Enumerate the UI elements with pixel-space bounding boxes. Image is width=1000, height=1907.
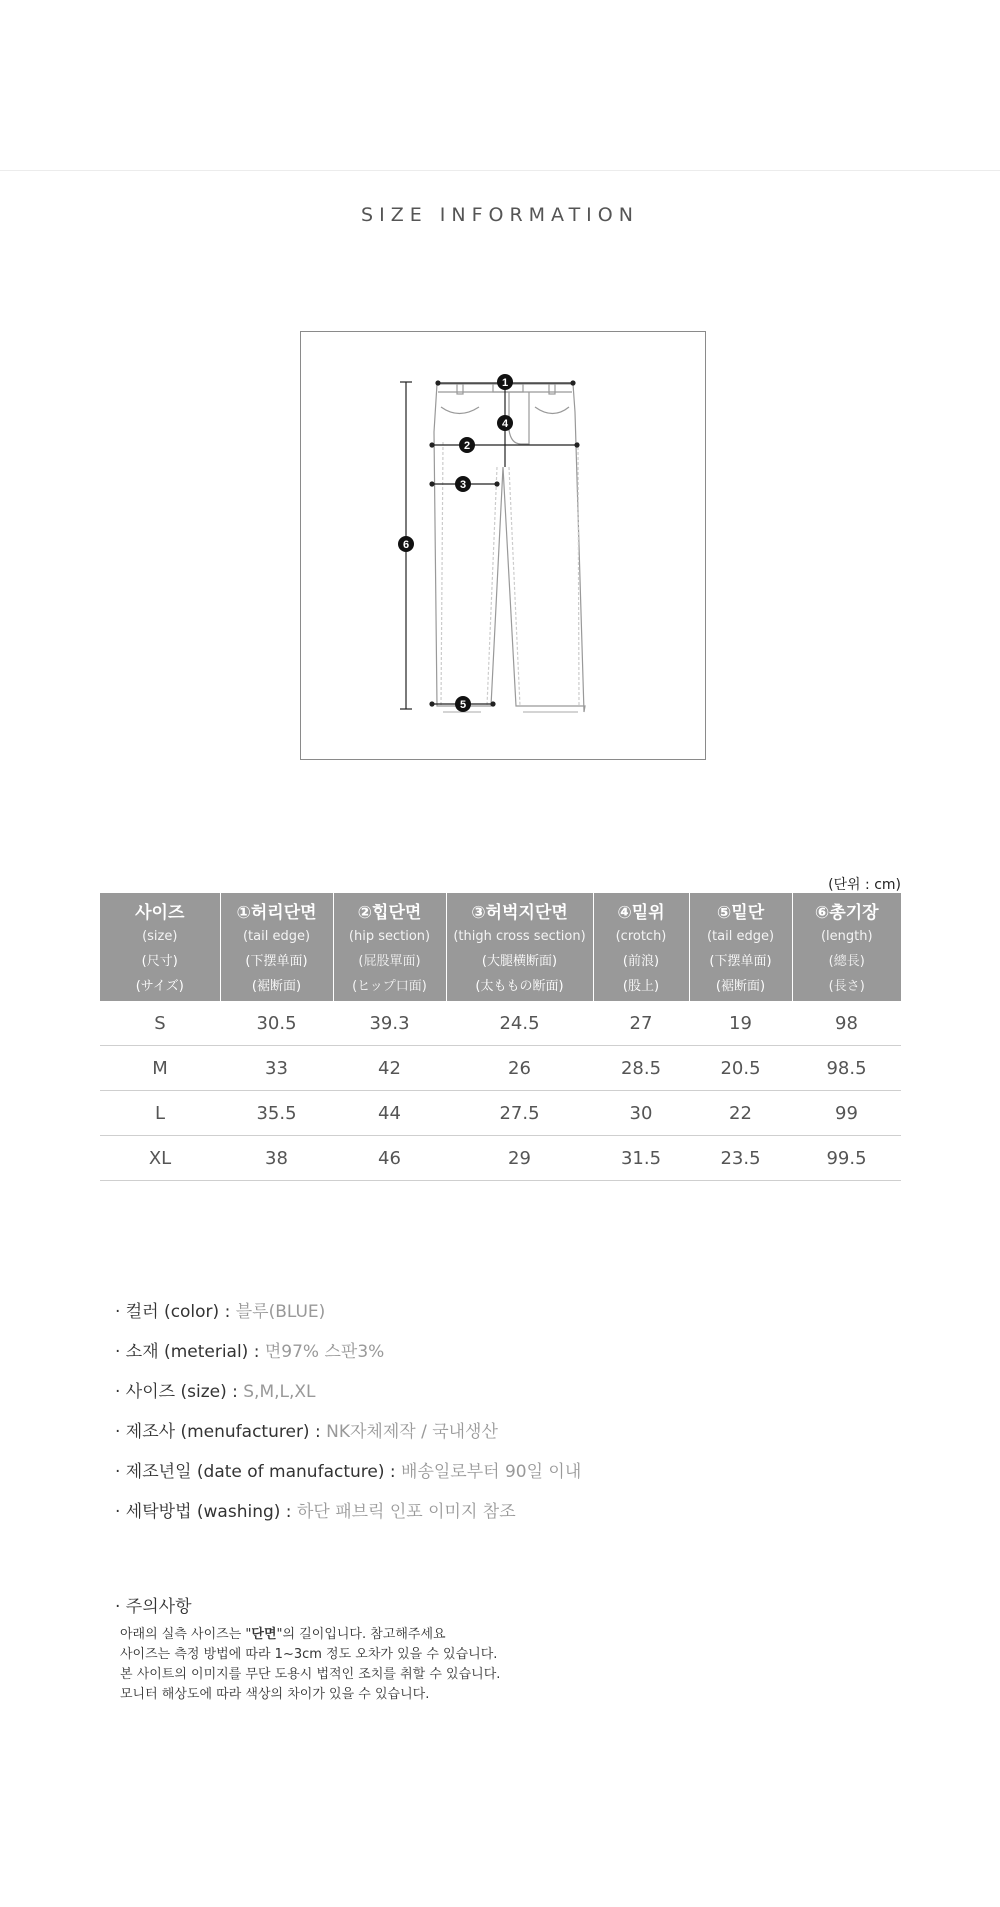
notice-title: · 주의사항 <box>115 1597 192 1617</box>
spec-value: S,M,L,XL <box>243 1382 316 1402</box>
header-sub-cn: (下摆单面) <box>245 954 308 969</box>
header-sub-en: (length) <box>820 929 873 944</box>
table-cell: 30.5 <box>220 1001 333 1046</box>
spec-label: · 컬러 (color) : <box>115 1302 231 1322</box>
notice-line-1 <box>120 1625 500 1645</box>
header-waist <box>220 893 333 1001</box>
header-main: ④밑위 <box>617 903 665 923</box>
table-cell: 35.5 <box>220 1091 333 1136</box>
header-sub-jp: (ヒップ口面) <box>352 979 427 994</box>
header-sub-jp: (太ももの断面) <box>475 979 564 994</box>
header-sub-en: (size) <box>142 929 178 944</box>
spec-label: · 세탁방법 (washing) : <box>115 1502 292 1522</box>
table-cell: 39.3 <box>333 1001 446 1046</box>
marker-5 <box>455 696 471 712</box>
size-table <box>100 893 901 1181</box>
header-sub-en: (tail edge) <box>706 929 775 944</box>
header-sub-cn: (下摆单面) <box>709 954 772 969</box>
table-cell: M <box>100 1046 220 1091</box>
spec-value: 하단 패브릭 인포 이미지 참조 <box>296 1502 516 1522</box>
header-sub-cn: (屁股單面) <box>358 954 421 969</box>
spec-label: · 소재 (meterial) : <box>115 1342 260 1362</box>
spec-value: 배송일로부터 90일 이내 <box>401 1462 582 1482</box>
spec-value: NK자체제작 / 국내생산 <box>326 1422 498 1442</box>
table-row <box>100 1046 901 1091</box>
notice-line-2: 사이즈는 측정 방법에 따라 1~3cm 정도 오차가 있을 수 있습니다. <box>120 1647 498 1662</box>
table-cell: 98 <box>792 1001 901 1046</box>
section-title: SIZE INFORMATION <box>361 204 639 226</box>
table-cell: XL <box>100 1136 220 1181</box>
notice-text <box>120 1625 500 1705</box>
header-sub-en: (thigh cross section) <box>453 929 586 944</box>
pants-diagram-svg <box>301 332 707 761</box>
spec-color <box>115 1297 581 1337</box>
product-specs <box>115 1297 581 1537</box>
table-cell: 30 <box>593 1091 689 1136</box>
table-cell: 33 <box>220 1046 333 1091</box>
table-row <box>100 1001 901 1046</box>
table-cell: 27.5 <box>446 1091 593 1136</box>
spec-label: · 사이즈 (size) : <box>115 1382 238 1402</box>
svg-text:5: 5 <box>459 699 467 711</box>
notice-bold-term: 단면 <box>251 1627 277 1642</box>
spec-size <box>115 1377 581 1417</box>
marker-2 <box>459 437 475 453</box>
spec-washing <box>115 1497 581 1537</box>
unit-label: (단위 : cm) <box>828 877 901 893</box>
header-main: ①허리단면 <box>236 903 317 923</box>
header-sub-jp: (裾断面) <box>251 979 302 994</box>
table-cell: 23.5 <box>689 1136 792 1181</box>
header-hip <box>333 893 446 1001</box>
table-header-row <box>100 893 901 1001</box>
table-cell: 28.5 <box>593 1046 689 1091</box>
marker-3 <box>455 476 471 492</box>
table-cell: 26 <box>446 1046 593 1091</box>
header-main: ⑥총기장 <box>814 903 879 923</box>
header-size <box>100 893 220 1001</box>
svg-text:4: 4 <box>501 418 509 430</box>
table-cell: 38 <box>220 1136 333 1181</box>
table-cell: S <box>100 1001 220 1046</box>
table-cell: 31.5 <box>593 1136 689 1181</box>
table-cell: 99.5 <box>792 1136 901 1181</box>
notice-line-1-post: "의 길이입니다. 참고해주세요 <box>276 1627 446 1642</box>
spec-material <box>115 1337 581 1377</box>
table-cell: 27 <box>593 1001 689 1046</box>
marker-4 <box>497 415 513 431</box>
header-sub-en: (crotch) <box>615 929 667 944</box>
pants-outline <box>434 384 585 712</box>
table-cell: 99 <box>792 1091 901 1136</box>
header-sub-jp: (長さ) <box>828 979 865 994</box>
table-cell: 19 <box>689 1001 792 1046</box>
header-sub-en: (hip section) <box>348 929 431 944</box>
header-main: ②힙단면 <box>357 903 422 923</box>
header-sub-cn: (大腿横断面) <box>481 954 558 969</box>
header-sub-jp: (サイズ) <box>135 979 184 994</box>
table-cell: 44 <box>333 1091 446 1136</box>
table-cell: 24.5 <box>446 1001 593 1046</box>
table-cell: 22 <box>689 1091 792 1136</box>
spec-label: · 제조년일 (date of manufacture) : <box>115 1462 396 1482</box>
header-sub-cn: (尺寸) <box>141 954 178 969</box>
header-hem <box>689 893 792 1001</box>
marker-6 <box>398 536 414 552</box>
header-main: ③허벅지단면 <box>471 903 568 923</box>
spec-value: 면97% 스판3% <box>264 1342 385 1362</box>
spec-value: 블루(BLUE) <box>235 1302 326 1322</box>
svg-text:6: 6 <box>402 539 410 551</box>
header-crotch <box>593 893 689 1001</box>
spec-manufacture-date <box>115 1457 581 1497</box>
header-sub-jp: (裾断面) <box>715 979 766 994</box>
table-row <box>100 1136 901 1181</box>
table-cell: 29 <box>446 1136 593 1181</box>
spec-manufacturer <box>115 1417 581 1457</box>
header-sub-jp: (股上) <box>622 979 660 994</box>
table-cell: 42 <box>333 1046 446 1091</box>
notice-line-1-pre: 아래의 실측 사이즈는 " <box>120 1627 252 1642</box>
header-main: 사이즈 <box>135 903 185 923</box>
header-sub-en: (tail edge) <box>242 929 311 944</box>
table-cell: L <box>100 1091 220 1136</box>
header-main: ⑤밑단 <box>716 903 765 923</box>
header-sub-cn: (總長) <box>828 954 865 969</box>
notice-line-4: 모니터 해상도에 따라 색상의 차이가 있을 수 있습니다. <box>120 1687 430 1702</box>
svg-text:2: 2 <box>463 440 471 452</box>
header-sub-cn: (前浪) <box>622 954 660 969</box>
table-cell: 20.5 <box>689 1046 792 1091</box>
top-divider <box>0 170 1000 171</box>
pants-diagram <box>300 331 706 760</box>
header-length <box>792 893 901 1001</box>
header-thigh <box>446 893 593 1001</box>
svg-text:3: 3 <box>459 479 467 491</box>
svg-text:1: 1 <box>501 377 509 389</box>
table-row <box>100 1091 901 1136</box>
table-cell: 98.5 <box>792 1046 901 1091</box>
table-cell: 46 <box>333 1136 446 1181</box>
marker-1 <box>497 374 513 390</box>
spec-label: · 제조사 (menufacturer) : <box>115 1422 321 1442</box>
notice-line-3: 본 사이트의 이미지를 무단 도용시 법적인 조치를 취할 수 있습니다. <box>120 1667 501 1682</box>
